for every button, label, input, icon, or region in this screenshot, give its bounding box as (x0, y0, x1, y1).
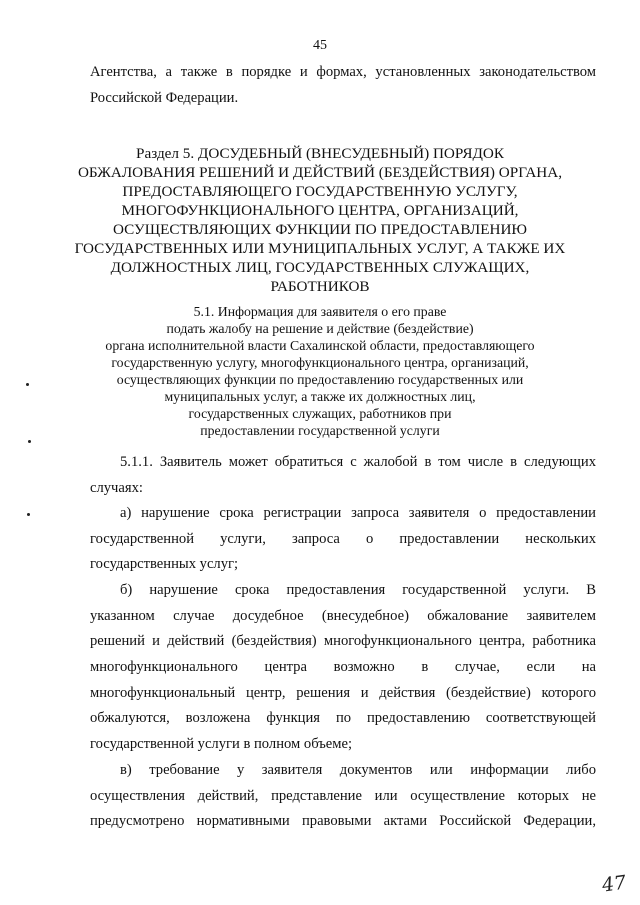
body-line: государственной услуги в полном объеме; (90, 736, 353, 752)
body-line: а) нарушение срока регистрации запроса заявителя о предоставлении (120, 505, 596, 521)
section-heading-line: РАБОТНИКОВ (270, 278, 370, 295)
section-heading-line: ОСУЩЕСТВЛЯЮЩИХ ФУНКЦИИ ПО ПРЕДОСТАВЛЕНИЮ (112, 221, 528, 238)
section-heading-line: ДОЛЖНОСТНЫХ ЛИЦ, ГОСУДАРСТВЕННЫХ СЛУЖАЩИХ, (110, 259, 530, 276)
section-heading-line: МНОГОФУНКЦИОНАЛЬНОГО ЦЕНТРА, ОРГАНИЗАЦИЙ, (121, 202, 519, 219)
scan-speck (28, 440, 31, 443)
subsection-heading-line: государственную услугу, многофункционального центра, организаций, (111, 355, 529, 370)
body-line: многофункциональный центр, решения и действия (бездействие) которого (90, 685, 596, 701)
body-line: решений и действий (бездействия) многофункционального центра, работника (90, 633, 596, 649)
body-line: б) нарушение срока предоставления государственной услуги. В (120, 582, 596, 598)
body-line: предусмотрено нормативными правовыми актами Российской Федерации, (90, 813, 596, 829)
section-heading-line: Раздел 5. ДОСУДЕБНЫЙ (ВНЕСУДЕБНЫЙ) ПОРЯДОК (136, 145, 504, 162)
body-line: указанном случае досудебное (внесудебное) обжалование заявителем (90, 608, 596, 624)
subsection-heading-line: муниципальных услуг, а также их должностных лиц, (164, 389, 476, 404)
scan-speck (26, 383, 29, 386)
handwritten-page-number: 47 (600, 871, 628, 897)
section-heading-line: ГОСУДАРСТВЕННЫХ ИЛИ МУНИЦИПАЛЬНЫХ УСЛУГ, А ТАКЖЕ ИХ (74, 240, 566, 257)
subsection-heading-line: подать жалобу на решение и действие (бездействие) (166, 321, 474, 336)
body-line: случаях: (90, 480, 143, 496)
body-line: в) требование у заявителя документов или информации либо (120, 762, 596, 778)
section-heading-line: ОБЖАЛОВАНИЯ РЕШЕНИЙ И ДЕЙСТВИЙ (БЕЗДЕЙСТВИЯ) ОРГАНА, (77, 164, 563, 181)
body-line: обжалуются, возложена функция по предоставлению соответствующей (90, 710, 596, 726)
body-line: 5.1.1. Заявитель может обратиться с жалобой в том числе в следующих (120, 454, 596, 470)
scan-speck (27, 513, 30, 516)
subsection-heading-line: органа исполнительной власти Сахалинской области, предоставляющего (105, 338, 535, 353)
body-line: государственной услуги, запроса о предоставлении нескольких (90, 531, 596, 547)
body-line: осуществления действий, представление или осуществление которых не (90, 788, 596, 804)
section-heading-line: ПРЕДОСТАВЛЯЮЩЕГО ГОСУДАРСТВЕННУЮ УСЛУГУ, (122, 183, 518, 200)
page-number: 45 (313, 38, 327, 53)
subsection-heading-line: осуществляющих функции по предоставлению государственных или (116, 372, 524, 387)
subsection-heading-line: предоставлении государственной услуги (200, 423, 440, 438)
intro-line: Российской Федерации. (90, 90, 239, 106)
body-line: государственных услуг; (90, 556, 239, 572)
body-line: многофункционального центра возможно в случае, если на (90, 659, 596, 675)
subsection-heading-line: государственных служащих, работников при (188, 406, 452, 421)
intro-line: Агентства, а также в порядке и формах, установленных законодательством (90, 64, 596, 80)
subsection-heading-line: 5.1. Информация для заявителя о его праве (193, 304, 447, 319)
